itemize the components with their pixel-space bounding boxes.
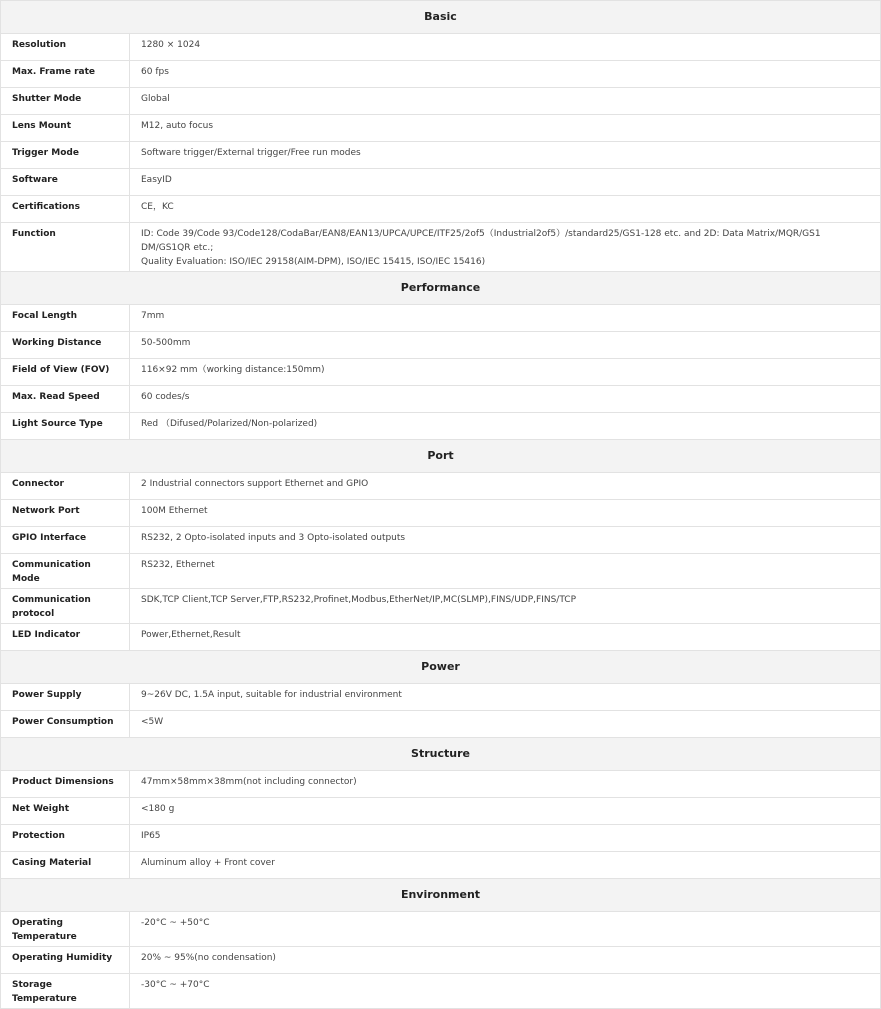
spec-value-line: CE，KC [141,202,174,212]
spec-row [1,196,881,223]
spec-value-line: <180 g [141,804,175,814]
section-header-structure [1,738,881,771]
spec-row [1,798,881,825]
section-title: Basic [1,1,881,34]
spec-label: Power Consumption [1,711,130,738]
spec-value-line: 100M Ethernet [141,506,208,516]
spec-value [130,473,881,500]
spec-value-line: M12, auto focus [141,121,214,131]
section-title: Power [1,651,881,684]
spec-row [1,589,881,624]
spec-row [1,684,881,711]
spec-value-line: 116×92 mm（working distance:150mm) [141,365,325,375]
spec-value-line: Red （Difused/Polarized/Non-polarized) [141,419,318,429]
spec-value-line: Global [141,94,170,104]
spec-label: Field of View (FOV) [1,359,130,386]
spec-row [1,332,881,359]
spec-value [130,169,881,196]
spec-value [130,624,881,651]
spec-label: LED Indicator [1,624,130,651]
spec-label: Certifications [1,196,130,223]
spec-value [130,947,881,974]
spec-value-line: Power,Ethernet,Result [141,630,241,640]
spec-value-line: IP65 [141,831,161,841]
spec-value [130,332,881,359]
spec-value [130,61,881,88]
spec-value [130,527,881,554]
spec-label: Casing Material [1,852,130,879]
section-title: Port [1,440,881,473]
section-title: Environment [1,879,881,912]
spec-value [130,386,881,413]
spec-row [1,88,881,115]
spec-value [130,88,881,115]
spec-row [1,852,881,879]
spec-label: Light Source Type [1,413,130,440]
spec-label: Protection [1,825,130,852]
spec-label: Focal Length [1,305,130,332]
spec-value-line: 9~26V DC, 1.5A input, suitable for industrial environment [141,690,402,700]
spec-value [130,115,881,142]
spec-row [1,527,881,554]
spec-row [1,34,881,61]
spec-row [1,974,881,1009]
spec-value-line: <5W [141,717,164,727]
spec-value-line: -30°C ~ +70°C [141,980,210,990]
spec-row [1,386,881,413]
section-title: Performance [1,272,881,305]
spec-value [130,413,881,440]
spec-value-line: SDK,TCP Client,TCP Server,FTP,RS232,Profinet,Modbus,EtherNet/IP,MC(SLMP),FINS/UDP,FINS/TCP [141,595,577,605]
spec-value-line: 2 Industrial connectors support Ethernet and GPIO [141,479,369,489]
spec-value [130,852,881,879]
spec-row [1,359,881,386]
spec-label: GPIO Interface [1,527,130,554]
spec-row [1,500,881,527]
spec-value [130,711,881,738]
section-header-environment [1,879,881,912]
spec-label: Function [1,223,130,272]
spec-value-line: -20°C ~ +50°C [141,918,210,928]
section-header-power [1,651,881,684]
section-header-port [1,440,881,473]
spec-value [130,359,881,386]
spec-value [130,500,881,527]
spec-label: Net Weight [1,798,130,825]
spec-row [1,473,881,500]
spec-value-line: RS232, Ethernet [141,560,215,570]
spec-value-line: 60 fps [141,67,169,77]
spec-table-body [1,1,881,1009]
spec-value-line: 50-500mm [141,338,191,348]
spec-label: Network Port [1,500,130,527]
spec-label: Product Dimensions [1,771,130,798]
spec-row [1,305,881,332]
spec-row [1,61,881,88]
spec-value-line-2: Quality Evaluation: ISO/IEC 29158(AIM-DPM), ISO/IEC 15415, ISO/IEC 15416) [141,257,486,267]
spec-label: Working Distance [1,332,130,359]
spec-value-line: 60 codes/s [141,392,190,402]
spec-label: Max. Frame rate [1,61,130,88]
spec-value-line: Aluminum alloy + Front cover [141,858,275,868]
spec-value-line: 1280 × 1024 [141,40,201,50]
spec-value [130,912,881,947]
spec-value [130,554,881,589]
spec-value-line: RS232, 2 Opto-isolated inputs and 3 Opto-isolated outputs [141,533,406,543]
spec-label: Lens Mount [1,115,130,142]
spec-row [1,947,881,974]
section-header-performance [1,272,881,305]
spec-label: Storage Temperature [1,974,130,1009]
spec-row [1,115,881,142]
spec-label: Software [1,169,130,196]
spec-value-line: 47mm×58mm×38mm(not including connector) [141,777,357,787]
spec-label: Connector [1,473,130,500]
spec-value [130,771,881,798]
spec-value [130,223,881,272]
spec-value [130,142,881,169]
spec-value [130,974,881,1009]
spec-row [1,825,881,852]
spec-label: Max. Read Speed [1,386,130,413]
spec-value [130,305,881,332]
spec-label: Trigger Mode [1,142,130,169]
spec-label: Resolution [1,34,130,61]
section-header-basic [1,1,881,34]
spec-value [130,825,881,852]
spec-value-line: 7mm [141,311,165,321]
spec-label: Shutter Mode [1,88,130,115]
spec-value [130,798,881,825]
section-title: Structure [1,738,881,771]
spec-label: Communication protocol [1,589,130,624]
spec-row [1,624,881,651]
spec-label: Operating Humidity [1,947,130,974]
spec-row [1,223,881,272]
spec-value [130,196,881,223]
spec-value-line: Software trigger/External trigger/Free run modes [141,148,361,158]
spec-row [1,912,881,947]
spec-row [1,413,881,440]
spec-value-line: EasyID [141,175,172,185]
spec-label: Communication Mode [1,554,130,589]
spec-label: Operating Temperature [1,912,130,947]
spec-value-line: 20% ~ 95%(no condensation) [141,953,276,963]
spec-row [1,771,881,798]
spec-row [1,169,881,196]
spec-value [130,589,881,624]
spec-row [1,554,881,589]
spec-label: Power Supply [1,684,130,711]
spec-row [1,142,881,169]
spec-value [130,34,881,61]
spec-value [130,684,881,711]
spec-value-line: ID: Code 39/Code 93/Code128/CodaBar/EAN8/EAN13/UPCA/UPCE/ITF25/2of5（Industrial2of5）/standard25/GS1-128 etc. and 2D: Data Matrix/MQR/GS1 DM/GS1QR etc.; [141,229,821,253]
spec-row [1,711,881,738]
